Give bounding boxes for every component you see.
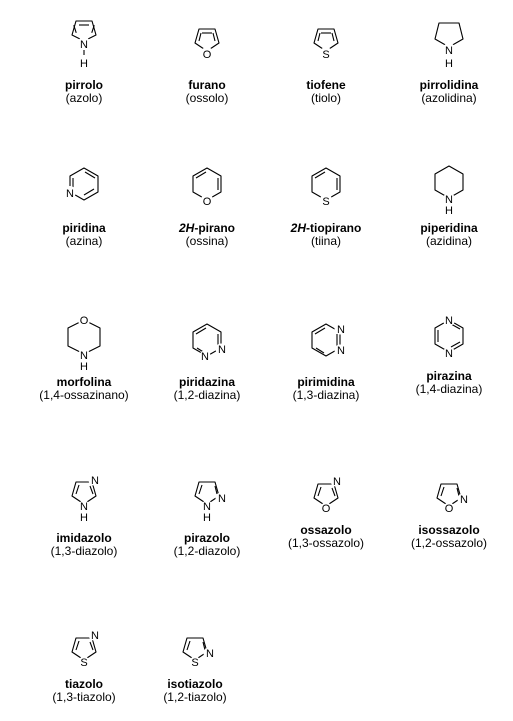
compound-alt-name: (azolo) bbox=[65, 91, 103, 105]
nitrogen-2-label: N bbox=[203, 501, 211, 513]
sulfur-label: S bbox=[80, 657, 88, 669]
compound-alt-name: (1,3-diazina) bbox=[292, 388, 360, 402]
hydrogen-label: H bbox=[445, 205, 453, 217]
compound-name: pirrolidina bbox=[419, 78, 479, 92]
compound-morfolina bbox=[20, 310, 148, 402]
oxygen-label: O bbox=[321, 503, 331, 515]
hydrogen-label: H bbox=[80, 361, 88, 373]
compound-alt-name: (1,2-ossazolo) bbox=[410, 536, 488, 550]
furano-structure bbox=[177, 13, 237, 79]
nitrogen-1-label: N bbox=[91, 475, 99, 487]
sulfur-label: S bbox=[191, 657, 199, 669]
pirazina-structure bbox=[419, 310, 479, 370]
nitrogen-label: N bbox=[333, 476, 341, 488]
compound-imidazolo bbox=[20, 470, 148, 558]
compound-piridazina bbox=[143, 316, 271, 402]
compound-name: furano bbox=[188, 78, 226, 92]
compound-alt-name: (ossina) bbox=[185, 234, 229, 248]
compound-ossazolo bbox=[262, 468, 390, 550]
nitrogen-1-label: N bbox=[445, 315, 453, 327]
morfolina-structure bbox=[54, 310, 114, 376]
compound-pirrolidina bbox=[385, 13, 513, 105]
tiazolo-structure bbox=[54, 622, 114, 678]
pirrolo-structure bbox=[54, 13, 114, 79]
nitrogen-label: N bbox=[445, 45, 453, 57]
sulfur-label: S bbox=[322, 196, 330, 208]
compound-alt-name: (tiina) bbox=[310, 234, 341, 248]
compound-alt-name: (azidina) bbox=[425, 234, 473, 248]
compound-tiazolo bbox=[20, 622, 148, 704]
oxygen-label: O bbox=[202, 49, 212, 61]
nitrogen-label: N bbox=[206, 648, 214, 660]
nitrogen-2-label: N bbox=[80, 501, 88, 513]
nitrogen-1-label: N bbox=[201, 351, 209, 363]
compound-name: piperidina bbox=[420, 221, 478, 235]
nitrogen-2-label: N bbox=[218, 344, 226, 356]
compound-isotiazolo bbox=[131, 622, 259, 704]
compound-name: morfolina bbox=[56, 375, 112, 389]
compound-name: pirazina bbox=[426, 369, 472, 383]
name-suffix: -pirano bbox=[194, 221, 235, 235]
piperidina-structure bbox=[419, 158, 479, 222]
compound-name: pirrolo bbox=[65, 78, 103, 92]
compound-name: isotiazolo bbox=[167, 677, 223, 691]
nitrogen-label: N bbox=[80, 39, 88, 51]
compound-alt-name: (ossolo) bbox=[185, 91, 229, 105]
compound-alt-name: (1,2-tiazolo) bbox=[163, 690, 227, 704]
pirimidina-structure bbox=[296, 316, 356, 376]
pirrolidina-structure bbox=[419, 13, 479, 79]
compound-name: isossazolo bbox=[418, 523, 480, 537]
compound-name: pirazolo bbox=[183, 531, 230, 545]
nitrogen-1-label: N bbox=[218, 493, 226, 505]
compound-tiofene bbox=[262, 13, 390, 105]
compound-alt-name: (1,3-ossazolo) bbox=[287, 536, 365, 550]
nitrogen-label: N bbox=[445, 194, 453, 206]
name-prefix: 2H bbox=[178, 221, 195, 235]
compound-alt-name: (1,4-ossazinano) bbox=[39, 388, 129, 402]
compound-name: tiofene bbox=[306, 78, 346, 92]
hydrogen-label: H bbox=[203, 512, 211, 524]
compound-name: tiazolo bbox=[65, 677, 103, 691]
tiofene-structure bbox=[296, 13, 356, 79]
compound-alt-name: (1,2-diazolo) bbox=[173, 544, 241, 558]
oxygen-label: O bbox=[202, 196, 212, 208]
hydrogen-label: H bbox=[445, 58, 453, 70]
compound-furano bbox=[143, 13, 271, 105]
compound-pirazina bbox=[385, 310, 513, 396]
oxygen-label: O bbox=[79, 315, 89, 327]
compound-alt-name: (azolidina) bbox=[421, 91, 477, 105]
hydrogen-label: H bbox=[80, 512, 88, 524]
nitrogen-2-label: N bbox=[445, 348, 453, 360]
hydrogen-label: H bbox=[80, 58, 88, 70]
name-suffix: -tiopirano bbox=[306, 221, 362, 235]
nitrogen-label: N bbox=[80, 350, 88, 362]
compound-pirrolo bbox=[20, 13, 148, 105]
compound-piperidina bbox=[385, 158, 513, 248]
nitrogen-1-label: N bbox=[337, 324, 345, 336]
ossazolo-structure bbox=[296, 468, 356, 524]
nitrogen-label: N bbox=[91, 630, 99, 642]
compound-alt-name: (1,2-diazina) bbox=[173, 388, 241, 402]
2h-tiopirano-structure bbox=[296, 158, 356, 222]
oxygen-label: O bbox=[444, 503, 454, 515]
compound-alt-name: (1,4-diazina) bbox=[415, 382, 483, 396]
compound-name: piridazina bbox=[178, 375, 235, 389]
compound-piridina bbox=[20, 158, 148, 248]
compound-name: imidazolo bbox=[56, 531, 112, 545]
piridazina-structure bbox=[177, 316, 237, 376]
compound-2h-pirano bbox=[143, 158, 271, 248]
nitrogen-label: N bbox=[460, 494, 468, 506]
compound-alt-name: (1,3-tiazolo) bbox=[52, 690, 116, 704]
name-prefix: 2H bbox=[290, 221, 306, 235]
nitrogen-2-label: N bbox=[337, 345, 345, 357]
compound-isossazolo bbox=[385, 468, 513, 550]
compound-2h-tiopirano bbox=[262, 158, 390, 248]
compound-alt-name: (azina) bbox=[65, 234, 103, 248]
pirazolo-structure bbox=[177, 470, 237, 532]
isotiazolo-structure bbox=[165, 622, 225, 678]
isossazolo-structure bbox=[419, 468, 479, 524]
compound-name: pirimidina bbox=[297, 375, 355, 389]
compound-alt-name: (tiolo) bbox=[310, 91, 341, 105]
nitrogen-label: N bbox=[66, 188, 74, 200]
sulfur-label: S bbox=[322, 49, 330, 61]
compound-name: piridina bbox=[62, 221, 106, 235]
piridina-structure bbox=[54, 158, 114, 222]
compound-name: ossazolo bbox=[300, 523, 352, 537]
compound-pirazolo bbox=[143, 470, 271, 558]
compound-alt-name: (1,3-diazolo) bbox=[50, 544, 118, 558]
2h-pirano-structure bbox=[177, 158, 237, 222]
imidazolo-structure bbox=[54, 470, 114, 532]
compound-pirimidina bbox=[262, 316, 390, 402]
